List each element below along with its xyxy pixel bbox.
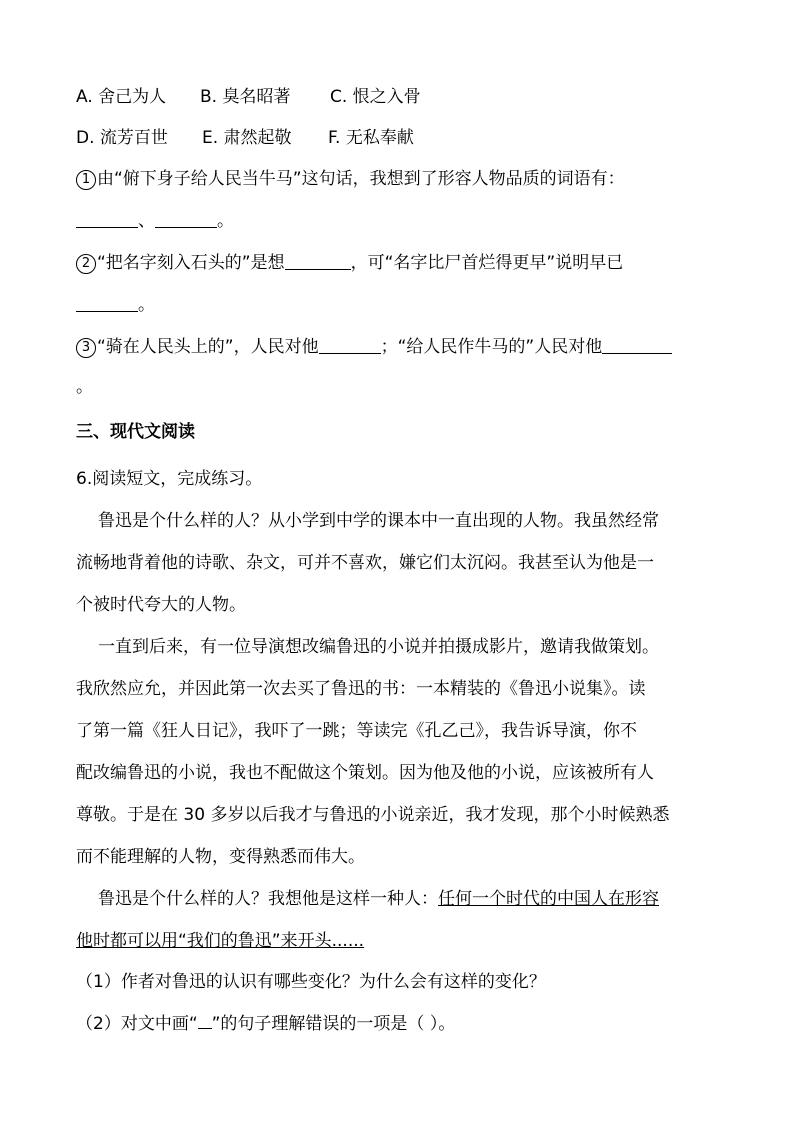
answer-blank[interactable] (76, 294, 138, 312)
question-2-text-a: “把名字刻入石头的”是想 (97, 253, 285, 273)
underlined-sentence: 任何一个时代的中国人在形容 (438, 889, 659, 909)
separator: 、 (138, 211, 155, 231)
question-3-text-a: “骑在人民头上的”，人民对他 (97, 337, 319, 357)
sub-question-2-text-a: （2）对文中画“ (76, 1014, 198, 1034)
option-f: F. 无私奉献 (328, 128, 414, 148)
question-3 (76, 335, 672, 359)
answer-blank[interactable] (319, 336, 381, 354)
underline-mark (198, 1014, 212, 1029)
options-row-2 (76, 126, 414, 150)
question-2 (76, 251, 623, 275)
passage-line: 了第一篇《狂人日记》，我吓了一跳；等读完《孔乙己》，我告诉导演，你不 (76, 721, 637, 741)
passage-line: 而不能理解的人物，变得熟悉而伟大。 (76, 847, 365, 867)
sub-question-1: （1）作者对鲁迅的认识有哪些变化？为什么会有这样的变化？ (76, 972, 546, 992)
option-c: C. 恨之入骨 (330, 87, 421, 107)
question-1-text: 由“俯下身子给人民当牛马”这句话，我想到了形容人物品质的词语有： (97, 169, 625, 189)
question-number-1: 1 (76, 170, 96, 190)
passage-line: 流畅地背着他的诗歌、杂文，可并不喜欢，嫌它们太沉闷。我甚至认为他是一 (76, 553, 654, 573)
period: 。 (138, 295, 155, 315)
question-1-answer (76, 209, 234, 233)
question-3-text-b: ；“给人民作牛马的”人民对他 (380, 337, 603, 357)
passage-line (98, 887, 659, 911)
option-e: E. 肃然起敬 (202, 128, 292, 148)
question-number-2: 2 (76, 254, 96, 274)
question-3-end (76, 375, 93, 399)
underlined-sentence: 他时都可以用“我们的鲁迅”来开头...... (76, 931, 365, 951)
passage-line: 鲁迅是个什么样的人？从小学到中学的课本中一直出现的人物。我虽然经常 (98, 511, 659, 531)
answer-blank[interactable] (602, 336, 672, 354)
question-6-title: 6.阅读短文，完成练习。 (76, 469, 263, 489)
passage-line: 尊敬。于是在 30 多岁以后我才与鲁迅的小说亲近，我才发现，那个小时候熟悉 (76, 805, 670, 825)
period: 。 (76, 377, 93, 397)
question-2-text-b: ，可“名字比尸首烂得更早”说明早已 (350, 253, 624, 273)
options-row-1 (76, 85, 421, 109)
option-d: D. 流芳百世 (76, 128, 168, 148)
passage-line: 个被时代夸大的人物。 (76, 595, 246, 615)
option-b: B. 臭名昭著 (200, 87, 291, 107)
passage-line (76, 929, 364, 953)
question-1 (76, 167, 625, 191)
passage-line: 一直到后来，有一位导演想改编鲁迅的小说并拍摄成影片，邀请我做策划。 (98, 637, 659, 657)
answer-blank[interactable] (76, 210, 138, 228)
sub-question-2 (76, 1012, 455, 1036)
option-a: A. 舍己为人 (76, 87, 167, 107)
question-2-answer (76, 293, 155, 317)
period: 。 (217, 211, 234, 231)
passage-line: 配改编鲁迅的小说，我也不配做这个策划。因为他及他的小说，应该被所有人 (76, 763, 654, 783)
answer-blank[interactable] (155, 210, 217, 228)
sub-question-2-text-b: ”的句子理解错误的一项是（ ）。 (211, 1014, 456, 1034)
question-number-3: 3 (76, 338, 96, 358)
passage-line: 我欣然应允，并因此第一次去买了鲁迅的书：一本精装的《鲁迅小说集》。读 (76, 679, 646, 699)
section-heading: 三、现代文阅读 (76, 422, 195, 442)
passage-text: 鲁迅是个什么样的人？我想他是这样一种人： (98, 889, 438, 909)
answer-blank[interactable] (285, 252, 351, 270)
